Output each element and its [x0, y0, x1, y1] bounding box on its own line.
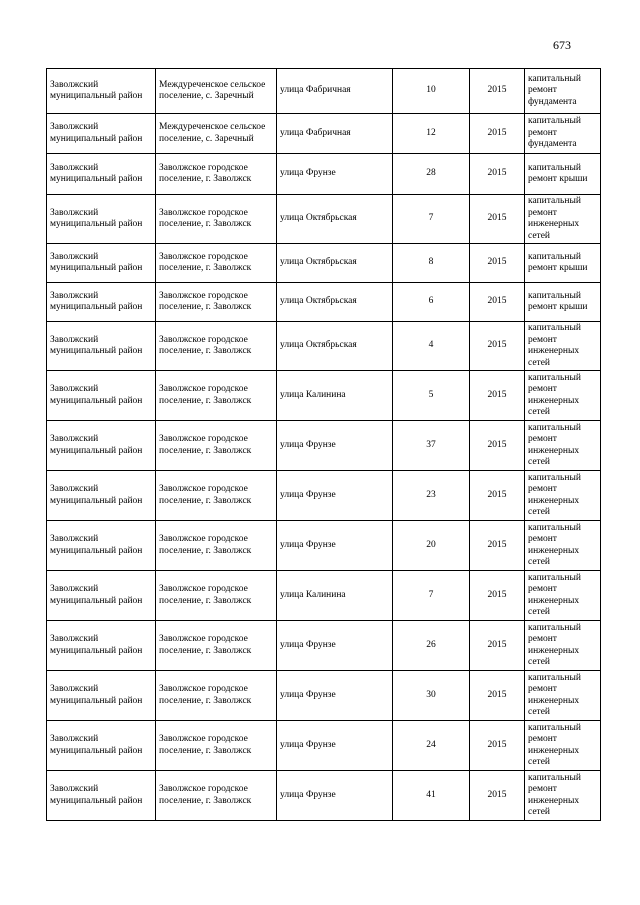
- house-number-cell: 12: [393, 114, 470, 154]
- work-type-cell: капитальный ремонт инженерных сетей: [525, 195, 601, 244]
- district-cell: Заволжский муниципальный район: [47, 283, 156, 322]
- settlement-cell: Заволжское городское поселение, г. Заволжск: [156, 521, 277, 571]
- table-row: [47, 114, 601, 154]
- work-type-cell: капитальный ремонт инженерных сетей: [525, 471, 601, 521]
- work-type-cell: капитальный ремонт инженерных сетей: [525, 671, 601, 721]
- house-number-cell: 26: [393, 621, 470, 671]
- district-cell: Заволжский муниципальный район: [47, 571, 156, 621]
- house-number-cell: 23: [393, 471, 470, 521]
- house-number-cell: 30: [393, 671, 470, 721]
- house-number-cell: 20: [393, 521, 470, 571]
- year-cell: 2015: [470, 521, 525, 571]
- street-cell: улица Калинина: [277, 571, 393, 621]
- settlement-cell: Заволжское городское поселение, г. Заволжск: [156, 721, 277, 771]
- house-number-cell: 37: [393, 421, 470, 471]
- district-cell: Заволжский муниципальный район: [47, 621, 156, 671]
- settlement-cell: Заволжское городское поселение, г. Заволжск: [156, 621, 277, 671]
- table-row: [47, 244, 601, 283]
- work-type-cell: капитальный ремонт инженерных сетей: [525, 571, 601, 621]
- work-type-cell: капитальный ремонт инженерных сетей: [525, 371, 601, 421]
- year-cell: 2015: [470, 621, 525, 671]
- street-cell: улица Октябрьская: [277, 244, 393, 283]
- house-number-cell: 6: [393, 283, 470, 322]
- table-row: [47, 621, 601, 671]
- table-row: [47, 771, 601, 821]
- table-row: [47, 322, 601, 371]
- work-type-cell: капитальный ремонт инженерных сетей: [525, 721, 601, 771]
- street-cell: улица Фрунзе: [277, 521, 393, 571]
- work-type-cell: капитальный ремонт инженерных сетей: [525, 322, 601, 371]
- work-type-cell: капитальный ремонт фундамента: [525, 114, 601, 154]
- work-type-cell: капитальный ремонт инженерных сетей: [525, 771, 601, 821]
- district-cell: Заволжский муниципальный район: [47, 771, 156, 821]
- house-number-cell: 5: [393, 371, 470, 421]
- settlement-cell: Заволжское городское поселение, г. Заволжск: [156, 471, 277, 521]
- street-cell: улица Фрунзе: [277, 671, 393, 721]
- settlement-cell: Заволжское городское поселение, г. Заволжск: [156, 771, 277, 821]
- settlement-cell: Заволжское городское поселение, г. Заволжск: [156, 195, 277, 244]
- street-cell: улица Фрунзе: [277, 621, 393, 671]
- year-cell: 2015: [470, 421, 525, 471]
- district-cell: Заволжский муниципальный район: [47, 195, 156, 244]
- work-type-cell: капитальный ремонт крыши: [525, 244, 601, 283]
- district-cell: Заволжский муниципальный район: [47, 154, 156, 195]
- table-row: [47, 721, 601, 771]
- page-number: 673: [553, 38, 571, 52]
- year-cell: 2015: [470, 322, 525, 371]
- house-number-cell: 7: [393, 195, 470, 244]
- table-row: [47, 571, 601, 621]
- table-body: [47, 69, 601, 821]
- year-cell: 2015: [470, 671, 525, 721]
- settlement-cell: Междуреченское сельское поселение, с. Заречный: [156, 69, 277, 114]
- house-number-cell: 4: [393, 322, 470, 371]
- house-number-cell: 8: [393, 244, 470, 283]
- district-cell: Заволжский муниципальный район: [47, 244, 156, 283]
- settlement-cell: Заволжское городское поселение, г. Заволжск: [156, 671, 277, 721]
- work-type-cell: капитальный ремонт инженерных сетей: [525, 521, 601, 571]
- year-cell: 2015: [470, 283, 525, 322]
- work-type-cell: капитальный ремонт инженерных сетей: [525, 421, 601, 471]
- district-cell: Заволжский муниципальный район: [47, 471, 156, 521]
- street-cell: улица Фрунзе: [277, 471, 393, 521]
- district-cell: Заволжский муниципальный район: [47, 69, 156, 114]
- year-cell: 2015: [470, 721, 525, 771]
- settlement-cell: Заволжское городское поселение, г. Заволжск: [156, 322, 277, 371]
- settlement-cell: Заволжское городское поселение, г. Заволжск: [156, 283, 277, 322]
- house-number-cell: 24: [393, 721, 470, 771]
- street-cell: улица Фрунзе: [277, 421, 393, 471]
- work-type-cell: капитальный ремонт фундамента: [525, 69, 601, 114]
- table-row: [47, 371, 601, 421]
- district-cell: Заволжский муниципальный район: [47, 521, 156, 571]
- year-cell: 2015: [470, 371, 525, 421]
- street-cell: улица Фрунзе: [277, 721, 393, 771]
- district-cell: Заволжский муниципальный район: [47, 721, 156, 771]
- district-cell: Заволжский муниципальный район: [47, 322, 156, 371]
- table-row: [47, 471, 601, 521]
- house-number-cell: 7: [393, 571, 470, 621]
- settlement-cell: Заволжское городское поселение, г. Заволжск: [156, 571, 277, 621]
- house-number-cell: 28: [393, 154, 470, 195]
- house-number-cell: 10: [393, 69, 470, 114]
- year-cell: 2015: [470, 571, 525, 621]
- year-cell: 2015: [470, 244, 525, 283]
- street-cell: улица Октябрьская: [277, 195, 393, 244]
- street-cell: улица Октябрьская: [277, 283, 393, 322]
- work-type-cell: капитальный ремонт крыши: [525, 283, 601, 322]
- settlement-cell: Заволжское городское поселение, г. Заволжск: [156, 421, 277, 471]
- table-row: [47, 521, 601, 571]
- settlement-cell: Заволжское городское поселение, г. Заволжск: [156, 154, 277, 195]
- house-number-cell: 41: [393, 771, 470, 821]
- year-cell: 2015: [470, 69, 525, 114]
- street-cell: улица Фабричная: [277, 114, 393, 154]
- table-row: [47, 195, 601, 244]
- year-cell: 2015: [470, 471, 525, 521]
- table-row: [47, 69, 601, 114]
- district-cell: Заволжский муниципальный район: [47, 421, 156, 471]
- work-type-cell: капитальный ремонт крыши: [525, 154, 601, 195]
- settlement-cell: Заволжское городское поселение, г. Заволжск: [156, 371, 277, 421]
- district-cell: Заволжский муниципальный район: [47, 114, 156, 154]
- table-row: [47, 283, 601, 322]
- district-cell: Заволжский муниципальный район: [47, 371, 156, 421]
- street-cell: улица Фрунзе: [277, 154, 393, 195]
- street-cell: улица Фрунзе: [277, 771, 393, 821]
- year-cell: 2015: [470, 195, 525, 244]
- street-cell: улица Фабричная: [277, 69, 393, 114]
- street-cell: улица Калинина: [277, 371, 393, 421]
- settlement-cell: Заволжское городское поселение, г. Заволжск: [156, 244, 277, 283]
- work-type-cell: капитальный ремонт инженерных сетей: [525, 621, 601, 671]
- street-cell: улица Октябрьская: [277, 322, 393, 371]
- table-row: [47, 421, 601, 471]
- district-cell: Заволжский муниципальный район: [47, 671, 156, 721]
- year-cell: 2015: [470, 771, 525, 821]
- year-cell: 2015: [470, 154, 525, 195]
- table-row: [47, 154, 601, 195]
- table-row: [47, 671, 601, 721]
- settlement-cell: Междуреченское сельское поселение, с. Заречный: [156, 114, 277, 154]
- repair-registry-table: [46, 68, 601, 821]
- year-cell: 2015: [470, 114, 525, 154]
